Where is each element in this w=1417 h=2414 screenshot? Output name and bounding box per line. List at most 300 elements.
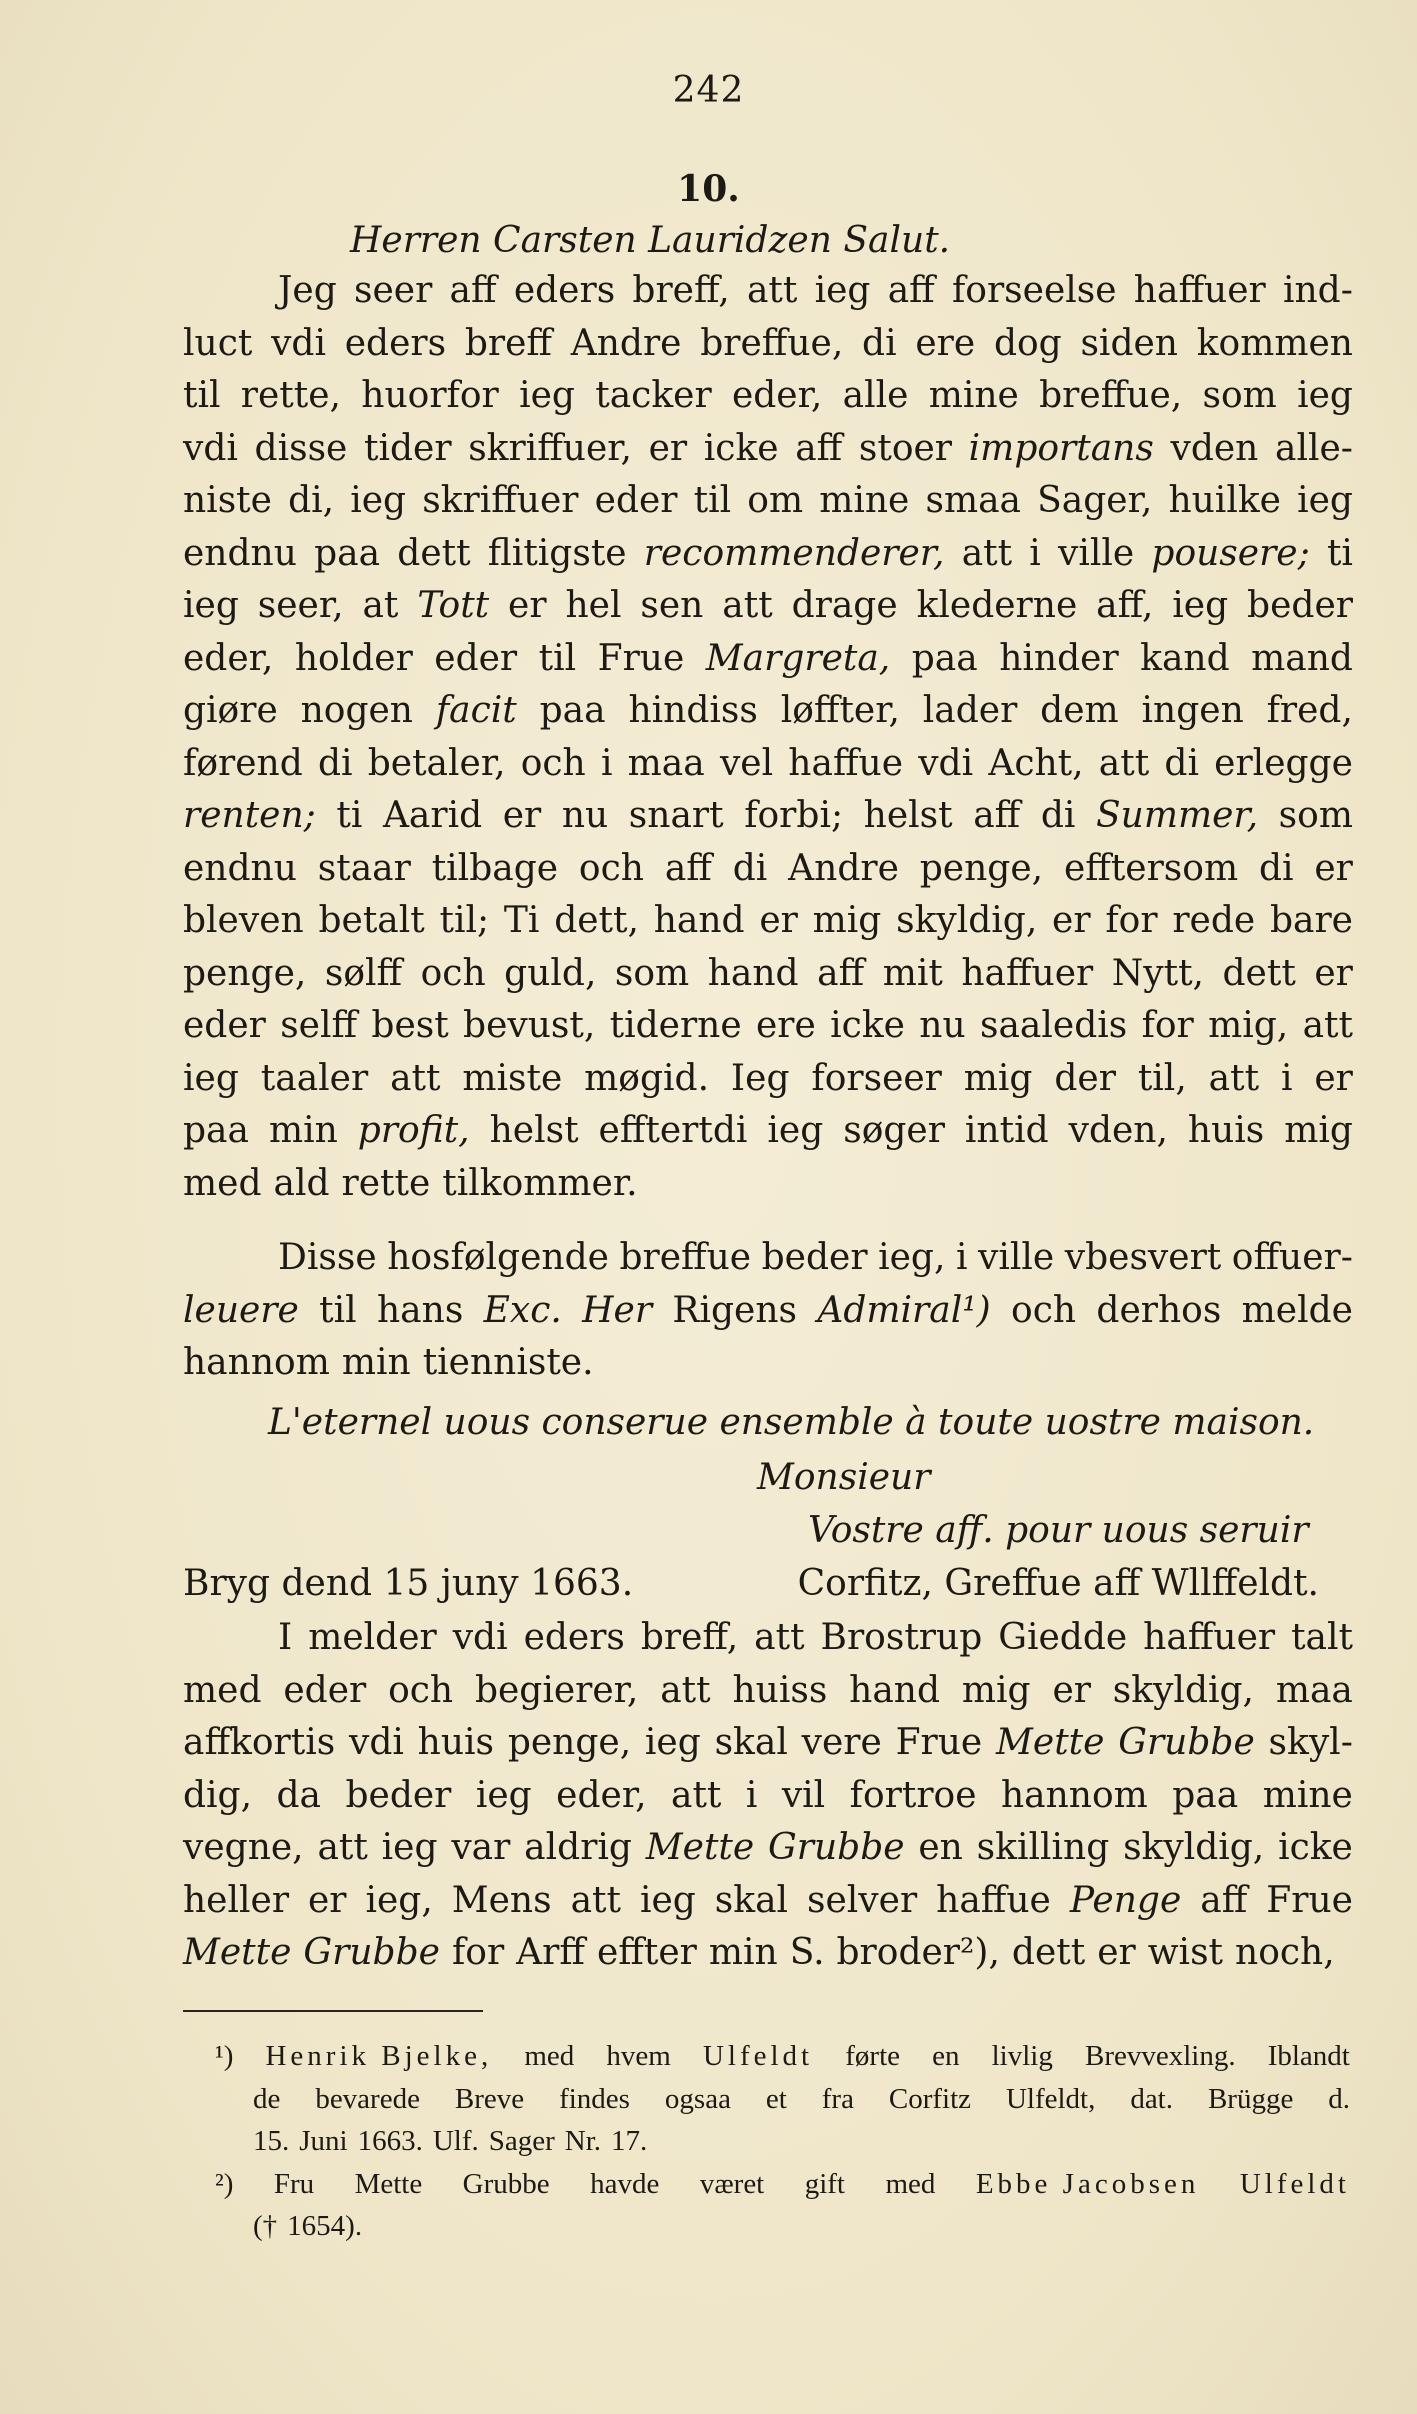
footnote-word: med bbox=[885, 2167, 936, 2200]
word: di bbox=[1040, 795, 1076, 836]
word: eder, bbox=[556, 1774, 647, 1816]
word: Ieg bbox=[730, 1057, 790, 1099]
word: paa bbox=[539, 690, 606, 731]
word: løffter, bbox=[780, 690, 900, 731]
word: i bbox=[1280, 1057, 1293, 1099]
word: ieg bbox=[381, 1827, 438, 1868]
word: ieg bbox=[767, 1110, 824, 1151]
word: hosfølgende bbox=[387, 1237, 609, 1278]
word: beder bbox=[345, 1774, 452, 1816]
footnote-word: 1654). bbox=[287, 2210, 363, 2242]
footnote-word: Ulfeldt bbox=[702, 2040, 814, 2072]
word: helst bbox=[489, 1110, 579, 1151]
word: Jeg bbox=[278, 270, 337, 311]
footnote-word: havde bbox=[590, 2167, 660, 2200]
word: att bbox=[1302, 1005, 1353, 1046]
word: ieg bbox=[475, 1774, 532, 1816]
text-line bbox=[183, 895, 1353, 948]
word: ieg bbox=[644, 1722, 701, 1763]
word: rette, bbox=[240, 375, 341, 416]
word: paa bbox=[183, 1110, 249, 1151]
word: forbi; bbox=[744, 795, 844, 836]
word: derhos bbox=[1096, 1289, 1222, 1331]
word: breffue, bbox=[700, 322, 844, 364]
word: ti bbox=[336, 795, 363, 836]
word: Disse bbox=[278, 1237, 377, 1278]
text-line bbox=[183, 1232, 1353, 1285]
word: att bbox=[1098, 742, 1150, 784]
text-line bbox=[183, 265, 1353, 318]
word: skyldig, bbox=[1112, 1669, 1254, 1711]
footnote-word: gift bbox=[804, 2167, 845, 2200]
footnote-word: findes bbox=[559, 2082, 630, 2115]
word: eders bbox=[523, 1617, 625, 1658]
word: icke bbox=[1278, 1827, 1353, 1868]
letter-number: 10. bbox=[677, 168, 740, 210]
word: att bbox=[1208, 1057, 1260, 1099]
word: ieg bbox=[183, 1057, 239, 1099]
word: och bbox=[578, 847, 644, 889]
word: er bbox=[1052, 1669, 1091, 1711]
word: førend bbox=[183, 742, 303, 784]
word: i bbox=[745, 1774, 758, 1816]
footnote-word: Ebbe Jacobsen bbox=[975, 2167, 1200, 2200]
word: huiss bbox=[732, 1669, 828, 1711]
word: breffue bbox=[619, 1237, 752, 1278]
word: Aarid bbox=[382, 795, 483, 836]
word: beder bbox=[761, 1237, 868, 1278]
word: staar bbox=[317, 847, 411, 889]
word: skal bbox=[714, 1722, 788, 1763]
word: tacker bbox=[595, 375, 712, 416]
word: haffuer bbox=[1133, 270, 1266, 311]
word: att bbox=[670, 1774, 722, 1816]
word: tilkommer. bbox=[442, 1162, 638, 1204]
word: fortroe bbox=[849, 1774, 977, 1816]
word: til bbox=[319, 1289, 357, 1331]
word: fred, bbox=[1266, 690, 1353, 731]
footnote-word: livlig bbox=[991, 2040, 1053, 2072]
word: Tott bbox=[417, 585, 490, 626]
word: for bbox=[1105, 900, 1158, 941]
word: guld, bbox=[504, 952, 597, 994]
word: var bbox=[451, 1827, 511, 1868]
word: och bbox=[388, 1669, 454, 1711]
footnote-word: Sager bbox=[488, 2125, 555, 2157]
text-line bbox=[183, 843, 1353, 896]
word: alle- bbox=[1275, 427, 1353, 469]
word: nu bbox=[561, 795, 609, 836]
footnote-line bbox=[215, 2120, 1350, 2163]
text-line bbox=[183, 1285, 1353, 1338]
word: och bbox=[1011, 1289, 1077, 1331]
word: ville bbox=[1058, 532, 1135, 574]
word: dett, bbox=[554, 900, 639, 941]
footnote-word: de bbox=[253, 2082, 281, 2115]
word: skriffuer bbox=[422, 480, 579, 521]
closing-monsieur: Monsieur bbox=[757, 1457, 931, 1498]
word: profit, bbox=[357, 1110, 470, 1151]
signature: Corfitz, Greffue aff Wllffeldt. bbox=[797, 1563, 1319, 1604]
word: Frue bbox=[895, 1722, 983, 1763]
footnote-word: en bbox=[932, 2040, 960, 2072]
word: kand bbox=[1140, 637, 1230, 679]
word: vdi bbox=[918, 742, 974, 784]
word: haffuer bbox=[961, 952, 1094, 994]
word: icke bbox=[703, 427, 779, 469]
word: forseelse bbox=[951, 270, 1117, 311]
word: eder bbox=[283, 1669, 367, 1711]
text-line bbox=[183, 423, 1353, 476]
word: Frue bbox=[1266, 1879, 1353, 1921]
word: paa bbox=[314, 532, 381, 574]
text-line bbox=[183, 370, 1353, 423]
text-line bbox=[183, 1612, 1353, 1665]
text-line bbox=[183, 1000, 1353, 1053]
word: selff bbox=[280, 1005, 358, 1046]
word: di bbox=[862, 322, 897, 364]
word: mit bbox=[882, 952, 943, 994]
word: er bbox=[759, 900, 798, 941]
footnote-word: ¹) bbox=[215, 2040, 234, 2072]
word: snart bbox=[628, 795, 724, 836]
closing-vostre: Vostre aff. pour uous seruir bbox=[808, 1510, 1309, 1551]
word: Grubbe bbox=[1118, 1722, 1255, 1763]
word: endnu bbox=[183, 847, 297, 889]
word: haffuer bbox=[1143, 1617, 1276, 1658]
word: kommen bbox=[1196, 322, 1353, 364]
word: er bbox=[508, 585, 547, 626]
word: Frue bbox=[597, 637, 685, 679]
word: nogen bbox=[300, 690, 413, 731]
word: vil bbox=[781, 1774, 826, 1816]
word: Nytt, bbox=[1111, 952, 1204, 994]
word: Andre bbox=[570, 322, 682, 364]
word: til bbox=[693, 480, 732, 521]
word: ti bbox=[1326, 532, 1353, 574]
footnote-word: Juni bbox=[299, 2125, 348, 2157]
word: Ti bbox=[503, 900, 540, 941]
word: di bbox=[1258, 847, 1294, 889]
word: haffue bbox=[936, 1879, 1051, 1921]
text-line bbox=[183, 1770, 1353, 1823]
word: heller bbox=[183, 1879, 290, 1921]
paragraph-3 bbox=[183, 1612, 1353, 1980]
word: mine bbox=[819, 480, 910, 521]
word: eder bbox=[594, 480, 678, 521]
word: der bbox=[1054, 1057, 1116, 1099]
word: icke bbox=[830, 1005, 905, 1046]
word: hand bbox=[707, 952, 799, 994]
word: hand bbox=[849, 1669, 941, 1711]
word: skal bbox=[714, 1879, 789, 1921]
footnote-word: Corfitz bbox=[888, 2082, 972, 2115]
word: tienniste. bbox=[422, 1342, 594, 1383]
word: ieg bbox=[639, 1879, 696, 1921]
word: betaler, bbox=[367, 742, 506, 784]
word: selver bbox=[807, 1879, 918, 1921]
word: ere bbox=[915, 322, 976, 364]
word: huis bbox=[417, 1722, 495, 1763]
word: recommenderer, bbox=[643, 532, 945, 574]
word: penge, bbox=[919, 847, 1044, 889]
word: ieg bbox=[814, 270, 871, 311]
word: siden bbox=[1080, 322, 1178, 364]
word: som bbox=[614, 952, 690, 994]
footnote-word: Iblandt bbox=[1267, 2040, 1350, 2072]
word: huilke bbox=[1168, 480, 1281, 521]
word: for bbox=[451, 1932, 505, 1973]
word: penge, bbox=[507, 1722, 632, 1763]
word: min bbox=[341, 1342, 411, 1383]
word: giøre bbox=[183, 690, 278, 731]
word: Andre bbox=[788, 847, 899, 889]
word: ieg bbox=[350, 480, 407, 521]
word: ind- bbox=[1282, 270, 1353, 311]
word: flitigste bbox=[487, 532, 627, 574]
footnote-word: Henrik Bjelke, bbox=[265, 2040, 493, 2072]
word: som bbox=[1202, 375, 1277, 416]
word: om bbox=[747, 480, 804, 521]
word: dett bbox=[397, 532, 471, 574]
paragraph-1 bbox=[183, 265, 1353, 1210]
word: renten; bbox=[183, 795, 316, 836]
word: mine bbox=[928, 375, 1019, 416]
word: aff bbox=[887, 270, 935, 311]
word: endnu bbox=[183, 532, 297, 574]
word: huis bbox=[1187, 1110, 1265, 1151]
word: talt bbox=[1291, 1617, 1353, 1658]
word: ald bbox=[273, 1162, 330, 1204]
word: Brostrup bbox=[820, 1617, 983, 1658]
word: for bbox=[1141, 1005, 1194, 1046]
word: dett bbox=[1011, 1932, 1086, 1973]
word: at bbox=[362, 585, 399, 626]
word: vbesvert bbox=[1064, 1237, 1222, 1278]
word: i bbox=[955, 1237, 968, 1278]
word: en bbox=[918, 1827, 963, 1868]
closing-motto: L'eternel uous conserue ensemble à toute uostre maison. bbox=[268, 1402, 1315, 1443]
word: mig bbox=[1284, 1110, 1353, 1151]
text-line bbox=[183, 580, 1353, 633]
word: efftersom bbox=[1063, 847, 1239, 889]
word: aldrig bbox=[524, 1827, 632, 1868]
word: med bbox=[183, 1669, 262, 1711]
word: da bbox=[276, 1774, 322, 1816]
word: intid bbox=[964, 1110, 1049, 1151]
text-line bbox=[183, 1665, 1353, 1718]
word: disse bbox=[254, 427, 348, 469]
page-number: 242 bbox=[672, 70, 745, 111]
word: ieg bbox=[519, 375, 575, 416]
word: mig, bbox=[1208, 1005, 1289, 1046]
footnote-word: 15. bbox=[253, 2125, 290, 2157]
word: offuer- bbox=[1231, 1237, 1353, 1278]
word: vden bbox=[1170, 427, 1259, 469]
word: stoer bbox=[858, 427, 953, 469]
footnote-word: hvem bbox=[606, 2040, 671, 2072]
word: och bbox=[520, 742, 586, 784]
word: mig bbox=[961, 1669, 1031, 1711]
text-line bbox=[183, 475, 1353, 528]
footnote-line bbox=[215, 2035, 1350, 2078]
word: vegne, bbox=[183, 1827, 304, 1868]
word: ieg bbox=[183, 585, 239, 626]
word: betalt bbox=[318, 900, 425, 941]
word: dog bbox=[993, 322, 1062, 364]
word: rede bbox=[1172, 900, 1256, 941]
word: facit bbox=[435, 690, 517, 731]
word: att bbox=[570, 1879, 621, 1921]
footnote-word: med bbox=[524, 2040, 575, 2072]
word: til bbox=[538, 637, 577, 679]
word: breff bbox=[464, 322, 552, 364]
footnote-word: førte bbox=[845, 2040, 900, 2072]
text-line bbox=[183, 1717, 1353, 1770]
word: ieg bbox=[1172, 585, 1229, 626]
footnote-word: Breve bbox=[454, 2082, 525, 2115]
footnote-word: 17. bbox=[611, 2125, 648, 2157]
word: min bbox=[708, 1932, 778, 1973]
word: i bbox=[1029, 532, 1041, 574]
word: klederne bbox=[916, 585, 1078, 626]
word: som bbox=[1278, 795, 1353, 836]
paragraph-2 bbox=[183, 1232, 1353, 1390]
word: vdi bbox=[271, 322, 326, 364]
word: er bbox=[1097, 1932, 1136, 1973]
word: Mens bbox=[451, 1879, 552, 1921]
footnote-word: Brügge bbox=[1207, 2082, 1294, 2115]
word: erlegge bbox=[1214, 742, 1353, 784]
word: vere bbox=[801, 1722, 882, 1763]
word: Sager, bbox=[1037, 480, 1153, 521]
word: Her bbox=[582, 1289, 653, 1331]
word: affkortis bbox=[183, 1722, 336, 1763]
word: til bbox=[183, 375, 221, 416]
word: hannom bbox=[183, 1342, 330, 1383]
word: Mette bbox=[645, 1827, 755, 1868]
word: taaler bbox=[260, 1057, 369, 1099]
footnote-word: Grubbe bbox=[462, 2167, 550, 2200]
word: seer, bbox=[257, 585, 344, 626]
word: er bbox=[1314, 1057, 1353, 1099]
text-line bbox=[183, 1927, 1353, 1980]
word: bleven bbox=[183, 900, 304, 941]
word: begierer, bbox=[474, 1669, 639, 1711]
word: skyl- bbox=[1268, 1722, 1353, 1763]
word: eder bbox=[434, 637, 518, 679]
word: er bbox=[1052, 900, 1091, 941]
word: eders bbox=[513, 270, 616, 311]
word: broder²), bbox=[836, 1932, 1000, 1973]
word: mig bbox=[963, 1057, 1033, 1099]
word: di bbox=[317, 742, 353, 784]
footnote-word: Mette bbox=[354, 2167, 423, 2200]
word: er bbox=[648, 427, 688, 469]
word: aff, bbox=[1096, 585, 1154, 626]
word: møgid. bbox=[584, 1057, 710, 1099]
word: att bbox=[746, 270, 798, 311]
word: dett bbox=[1222, 952, 1296, 994]
word: Admiral¹) bbox=[817, 1289, 991, 1331]
word: min bbox=[268, 1110, 338, 1151]
word: wist bbox=[1147, 1932, 1224, 1973]
word: saaledis bbox=[979, 1005, 1128, 1046]
word: att bbox=[390, 1057, 441, 1099]
word: Arff bbox=[516, 1932, 585, 1973]
word: maa bbox=[1275, 1669, 1353, 1711]
word: skyldig, bbox=[1123, 1827, 1265, 1868]
word: til, bbox=[1137, 1057, 1187, 1099]
word: breff, bbox=[632, 270, 730, 311]
text-line bbox=[183, 1875, 1353, 1928]
word: tider bbox=[364, 427, 452, 469]
footnote-word: ogsaa bbox=[664, 2082, 731, 2115]
word: Rigens bbox=[672, 1289, 798, 1331]
word: nu bbox=[919, 1005, 966, 1046]
footnote-word: et bbox=[765, 2082, 787, 2115]
word: och bbox=[420, 952, 486, 994]
word: skriffuer, bbox=[468, 427, 632, 469]
word: aff bbox=[449, 270, 497, 311]
word: er bbox=[1314, 847, 1353, 889]
word: importans bbox=[968, 427, 1154, 469]
footnote-word: Brevvexling. bbox=[1084, 2040, 1236, 2072]
word: drage bbox=[791, 585, 898, 626]
word: hans bbox=[376, 1289, 464, 1331]
word: di, bbox=[288, 480, 335, 521]
footnote-word: 1663. bbox=[357, 2125, 423, 2157]
footnote-word: fra bbox=[821, 2082, 854, 2115]
word: eder bbox=[183, 1005, 266, 1046]
word: ere bbox=[755, 1005, 816, 1046]
word: breff, bbox=[640, 1617, 739, 1658]
word: ieg bbox=[1297, 375, 1353, 416]
word: efftertdi bbox=[598, 1110, 748, 1151]
word: dem bbox=[1040, 690, 1119, 731]
footnote-word: Ulf. bbox=[432, 2125, 479, 2157]
word: holder bbox=[294, 637, 413, 679]
word: dig, bbox=[183, 1774, 253, 1816]
word: huorfor bbox=[361, 375, 499, 416]
word: ieg, bbox=[365, 1879, 433, 1921]
word: mine bbox=[1262, 1774, 1353, 1816]
footnote-line bbox=[215, 2078, 1350, 2121]
word: hand bbox=[653, 900, 745, 941]
word: med bbox=[183, 1162, 262, 1204]
footnote-word: († bbox=[253, 2210, 278, 2242]
word: best bbox=[371, 1005, 449, 1046]
word: Margreta, bbox=[705, 637, 891, 679]
text-line bbox=[183, 1337, 1353, 1390]
footnote-word: Fru bbox=[273, 2167, 315, 2200]
word: haffue bbox=[788, 742, 904, 784]
word: seer bbox=[354, 270, 433, 311]
word: sølff bbox=[324, 952, 403, 994]
word: er bbox=[308, 1879, 347, 1921]
word: hindiss bbox=[628, 690, 758, 731]
word: niste bbox=[183, 480, 272, 521]
word: S. bbox=[789, 1932, 825, 1973]
word: Penge bbox=[1069, 1879, 1182, 1921]
text-line bbox=[183, 1105, 1353, 1158]
word: paa bbox=[1172, 1774, 1239, 1816]
word: hannom bbox=[1000, 1774, 1148, 1816]
word: vden, bbox=[1068, 1110, 1168, 1151]
word: helst bbox=[863, 795, 953, 836]
text-line bbox=[183, 633, 1353, 686]
footnote-word: Ulfeldt, bbox=[1005, 2082, 1096, 2115]
